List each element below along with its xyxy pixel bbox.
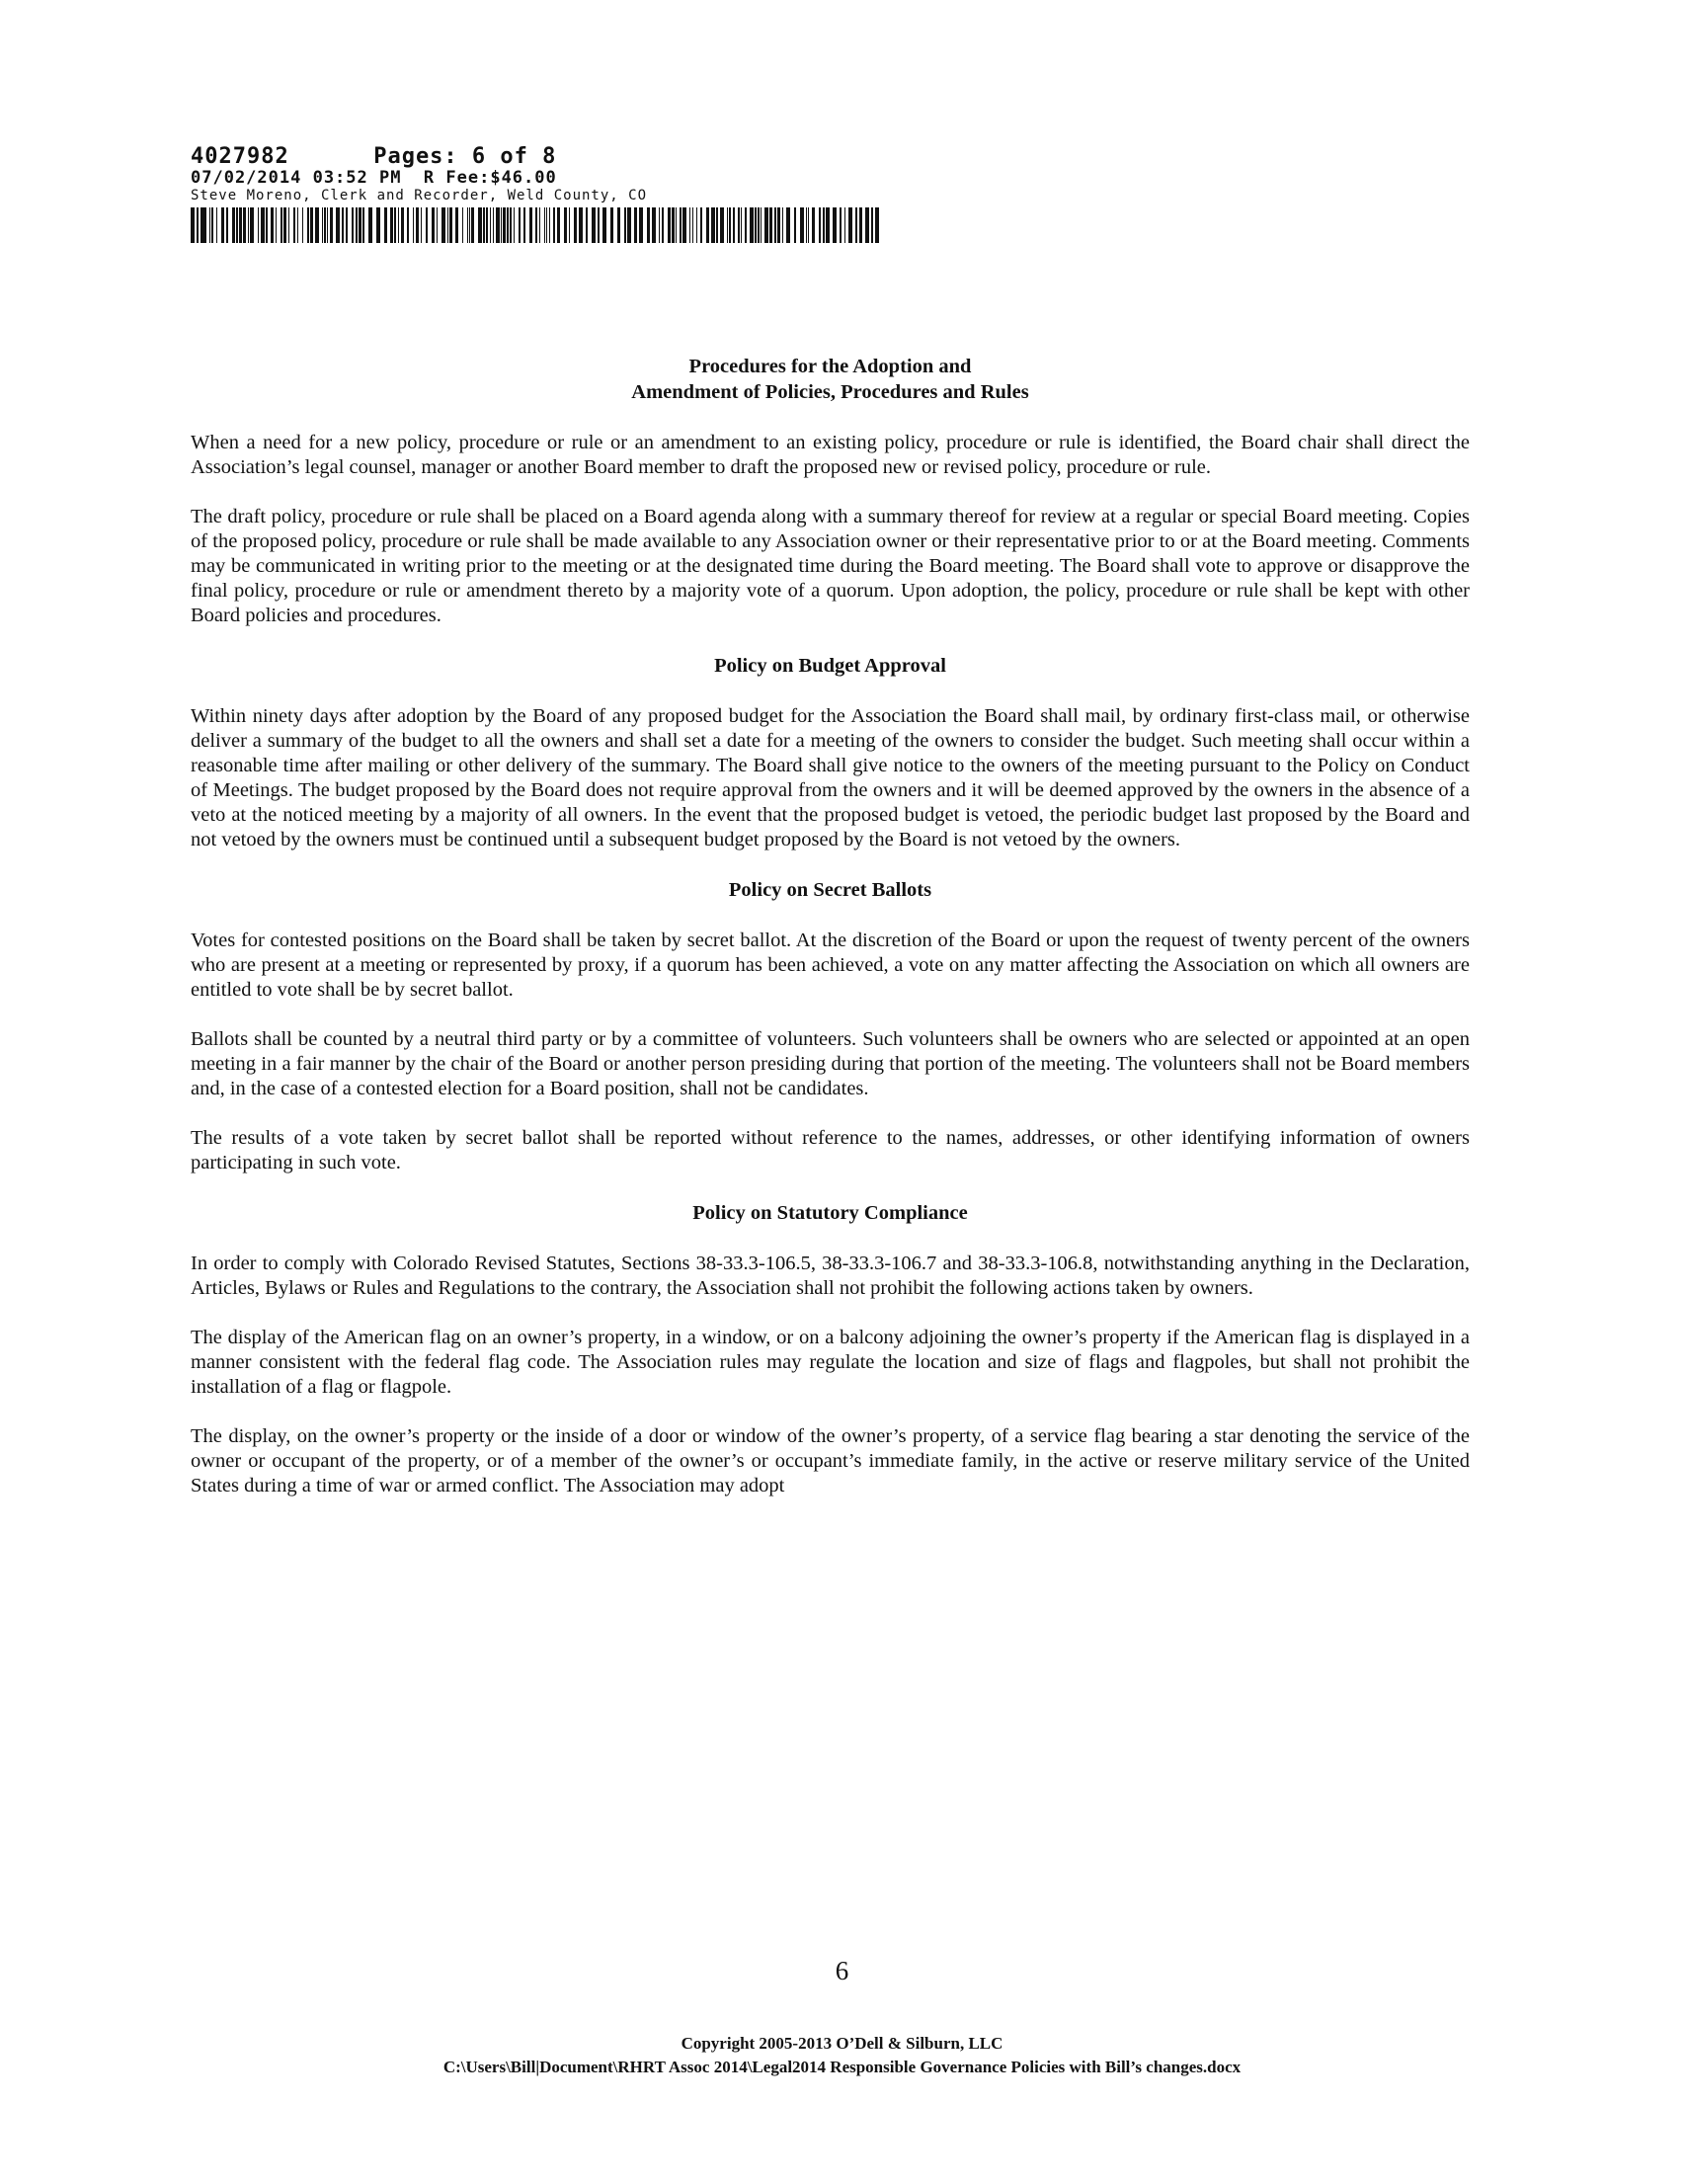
paragraph: Votes for contested positions on the Board shall be taken by secret ballot. At the discretion of the Board or upon the request of twenty percent of the owners who are present at a meeting or represented by proxy, if a quorum has been achieved, a vote on any matter affecting the Association on which all owners are entitled to vote shall be by secret ballot. [191, 930, 1470, 1001]
section-heading-adoption-line2: Amendment of Policies, Procedures and Rules [631, 381, 1029, 403]
recording-clerk: Steve Moreno, Clerk and Recorder, Weld County, CO [191, 188, 648, 203]
paragraph: In order to comply with Colorado Revised Statutes, Sections 38-33.3-106.5, 38-33.3-106.7 and 38-33.3-106.8, notwithstanding anything in the Declaration, Articles, Bylaws or Rules and Regulations to the contrary, the Association shall not prohibit the following actions taken by owners. [191, 1253, 1470, 1299]
recording-stamp [191, 145, 897, 243]
recording-date-fee: 07/02/2014 03:52 PM R Fee:$46.00 [191, 168, 557, 188]
section-heading-adoption-line1: Procedures for the Adoption and [688, 356, 972, 377]
recording-header [191, 145, 897, 169]
paragraph: The draft policy, procedure or rule shall be placed on a Board agenda along with a summary thereof for review at a regular or special Board meeting. Copies of the proposed policy, procedure or rule shall be made available to any Association owner or their representative prior to or at the Board meeting. Comments may be communicated in writing prior to the meeting or at the designated time during the Board meeting. The Board shall vote to approve or disapprove the final policy, procedure or rule or amendment thereto by a majority vote of a quorum. Upon adoption, the policy, procedure or rule shall be kept with other Board policies and procedures. [191, 506, 1470, 626]
paragraph: The display, on the owner’s property or the inside of a door or window of the owner’s property, of a service flag bearing a star denoting the service of the owner or occupant of the property, or of a member of the owner’s or occupant’s immediate family, in the active or reserve military service of the United States during a time of war or armed conflict. The Association may adopt [191, 1425, 1470, 1496]
section-heading-compliance: Policy on Statutory Compliance [692, 1202, 968, 1224]
footer-file-path: C:\Users\Bill|Document\RHRT Assoc 2014\Legal2014 Responsible Governance Policies with Bill’s changes.docx [442, 2058, 1242, 2076]
footer [0, 2032, 1684, 2079]
paragraph: The results of a vote taken by secret ballot shall be reported without reference to the names, addresses, or other identifying information of owners participating in such vote. [191, 1127, 1470, 1173]
footer-copyright: Copyright 2005-2013 O’Dell & Silburn, LLC [681, 2034, 1003, 2053]
page-number: 6 [835, 1956, 849, 1985]
document-body [191, 354, 1470, 1523]
section-heading-ballots: Policy on Secret Ballots [728, 879, 932, 901]
paragraph: Ballots shall be counted by a neutral third party or by a committee of volunteers. Such volunteers shall be owners who are selected or appointed at an open meeting in a fair manner by the chair of the Board or another person presiding during that portion of the meeting. The volunteers shall not be Board members and, in the case of a contested election for a Board position, shall not be candidates. [191, 1028, 1470, 1099]
paragraph: When a need for a new policy, procedure or rule or an amendment to an existing policy, procedure or rule is identified, the Board chair shall direct the Association’s legal counsel, manager or another Board member to draft the proposed new or revised policy, procedure or rule. [191, 432, 1470, 478]
barcode-image [191, 207, 897, 243]
document-number: 4027982 [191, 144, 289, 169]
section-heading-budget: Policy on Budget Approval [714, 655, 946, 677]
pages-label: Pages: 6 of 8 [373, 144, 557, 169]
paragraph: The display of the American flag on an owner’s property, in a window, or on a balcony adjoining the owner’s property if the American flag is displayed in a manner consistent with the federal flag code. The Association rules may regulate the location and size of flags and flagpoles, but shall not prohibit the installation of a flag or flagpole. [191, 1327, 1470, 1398]
paragraph: Within ninety days after adoption by the Board of any proposed budget for the Association the Board shall mail, by ordinary first-class mail, or otherwise deliver a summary of the budget to all the owners and shall set a date for a meeting of the owners to consider the budget. Such meeting shall occur within a reasonable time after mailing or other delivery of the summary. The Board shall give notice to the owners of the meeting pursuant to the Policy on Conduct of Meetings. The budget proposed by the Board does not require approval from the owners and it will be deemed approved by the owners in the absence of a veto at the noticed meeting by a majority of all owners. In the event that the proposed budget is vetoed, the periodic budget last proposed by the Board and not vetoed by the owners must be continued until a subsequent budget proposed by the Board is not vetoed by the owners. [191, 705, 1470, 850]
